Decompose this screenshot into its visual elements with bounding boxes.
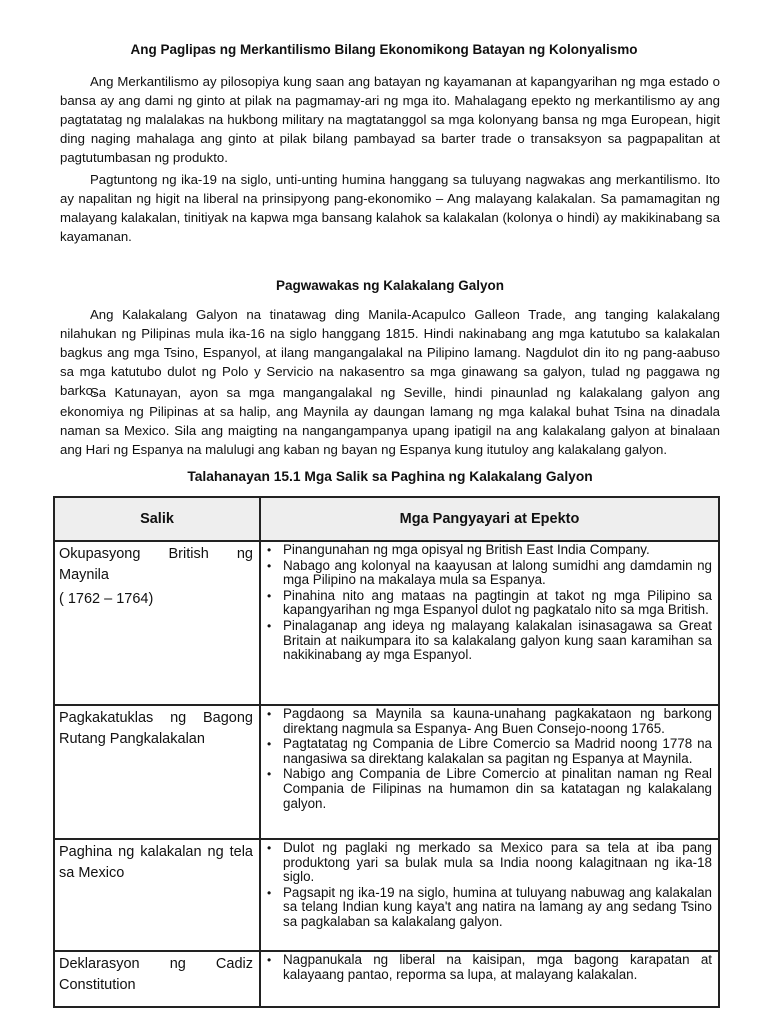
paragraph-malayang-kalakalan: Pagtuntong ng ika-19 na siglo, unti-unting humina hanggang sa tuluyang nagwakas ang merkantilismo. Ito ay napalitan ng higit na liberal na prinsipyong pang-ekonomiko – Ang malayang kalakalan. Sa pamamagitan ng malayang kalakalan, tinitiyak na kapwa mga bansang kalahok sa kalakalan (kolonya o hindi) ay makikinabang sa kayamanan. (60, 172, 720, 244)
salik-name: Paghina ng kalakalan ng tela sa Mexico (59, 844, 253, 881)
bullet-icon: • (267, 558, 272, 573)
salik-cell (54, 951, 260, 1007)
bullet-icon: • (267, 737, 272, 752)
salik-cell (54, 839, 260, 951)
list-item: • Nabigo ang Compania de Libre Comercio at pinalitan naman ng Real Compania de Filipinas na humamon din sa katatagan ng kalakalang galyon. (267, 766, 712, 811)
bullet-icon: • (267, 588, 272, 603)
list-item: • Pinahina nito ang mataas na pagtingin at takot ng mga Pilipino sa kapangyarihan ng mga Espanyol dulot ng pagkatalo nito sa mga British. (267, 587, 712, 618)
epekto-cell (260, 705, 719, 839)
list-item: • Pinalaganap ang ideya ng malayang kalakalan isinasagawa sa Great Britain at naikumpara ito sa kalakalang galyon kung saan karamihan sa nakikinabang ay mga Espanyol. (267, 617, 712, 663)
paragraph-merkantilismo: Ang Merkantilismo ay pilosopiya kung saan ang batayan ng kayamanan at kapangyarihan ng mga estado o bansa ay ang dami ng ginto at pilak na pagmamay-ari ng mga ito. Mahalagang epekto ng merkantilismo ay ang pagtatatag ng malalakas na hukbong military na magtatanggol sa mga kolonyang bansa ng mga European, higit ding naging mahalaga ang ginto at pilak bilang pambayad sa barter trade o transaksyon sa pagpapalitan at pagtutumbasan ng produkto. (60, 74, 720, 165)
list-item: • Pinangunahan ng mga opisyal ng British East India Company. (267, 542, 650, 557)
bullet-icon: • (267, 885, 272, 900)
epekto-list (265, 707, 712, 811)
list-item: • Nagpanukala ng liberal na kaisipan, mga bagong karapatan at kalayaang pantao, reporma sa lupa, at malayang kalakalan. (267, 952, 712, 982)
epekto-list (265, 953, 712, 982)
bullet-icon: • (267, 767, 272, 782)
table-row (54, 541, 719, 705)
list-item: • Pagsapit ng ika-19 na siglo, humina at tuluyang nabuwag ang kalakalan sa telang Indian kung kaya't ang natira na lamang ay ang sedang Tsino sa pagkalaban sa kalakalang galyon. (267, 884, 712, 929)
list-item: • Pagtatatag ng Compania de Libre Comercio sa Madrid noong 1778 na nangasiwa sa direktang kalakalan sa pagitan ng Espanya at Maynila. (267, 736, 712, 766)
list-item: • Pagdaong sa Maynila sa kauna-unahang pagkakataon ng barkong direktang nagmula sa Espanya- Ang Buen Consejo-noong 1765. (267, 706, 712, 736)
table-row (54, 951, 719, 1007)
factors-table (53, 496, 720, 1008)
salik-name: Okupasyong British ng Maynila (59, 546, 253, 583)
bullet-icon: • (267, 707, 272, 721)
salik-years: ( 1762 – 1764) (59, 591, 154, 607)
bullet-icon: • (267, 543, 272, 557)
list-item: • Nabago ang kolonyal na kaayusan at lalong sumidhi ang damdamin ng mga Pilipino na makalaya mula sa Espanya. (267, 557, 712, 588)
salik-name: Deklarasyon ng Cadiz Constitution (59, 956, 253, 993)
bullet-icon: • (267, 618, 272, 633)
table-container (53, 496, 718, 992)
list-item: • Dulot ng paglaki ng merkado sa Mexico para sa tela at iba pang produktong yari sa bulak mula sa India noong kalagitnaan ng ika-18 siglo. (267, 840, 712, 885)
bullet-icon: • (267, 841, 272, 855)
table-row (54, 705, 719, 839)
salik-cell (54, 541, 260, 705)
salik-cell (54, 705, 260, 839)
epekto-cell (260, 541, 719, 705)
column-header-epekto: Mga Pangyayari at Epekto (260, 497, 719, 541)
paragraph-kalakalang-galyon: Ang Kalakalang Galyon na tinatawag ding Manila-Acapulco Galleon Trade, ang tanging kalakalang nilahukan ng Pilipinas mula ika-16 na siglo hanggang 1815. Hindi nakinabang ang mga katutubo sa kalakalan bagkus ang mga Tsino, Espanyol, at ilang mangangalakal na Pilipino lamang. Nagdulot din ito ng pang-aabuso sa mga katutubo dulot ng Polo y Servicio na nakasentro sa mga ginawang sa galyon, tulad ng paggawa ng barko. (60, 307, 720, 398)
section-heading-galyon: Pagwawakas ng Kalakalang Galyon (275, 278, 505, 293)
paragraph-katunayan: Sa Katunayan, ayon sa mga mangangalakal ng Seville, hindi pinaunlad ng kalakalang galyon ang ekonomiya ng Pilipinas at sa halip, ang Maynila ay daungan lamang ng mga kalakal buhat Tsina na dinadala naman sa Mexico. Sila ang maigting na nangangampanya upang ipatigil na ang kalakalang galyon at binalaan ang Hari ng Espanya na malulugi ang kaban ng bayan ng Espanya kung itutuloy ang kalakalang galyon. (60, 385, 720, 457)
table-caption: Talahanayan 15.1 Mga Salik sa Paghina ng Kalakalang Galyon (187, 469, 593, 484)
epekto-list (265, 543, 712, 663)
table-header-row (54, 497, 719, 541)
epekto-cell (260, 839, 719, 951)
table-row (54, 839, 719, 951)
document-title: Ang Paglipas ng Merkantilismo Bilang Ekonomikong Batayan ng Kolonyalismo (130, 42, 638, 57)
salik-name: Pagkakatuklas ng Bagong Rutang Pangkalakalan (59, 710, 253, 747)
column-header-salik: Salik (54, 497, 260, 541)
bullet-icon: • (267, 953, 272, 967)
epekto-cell (260, 951, 719, 1007)
epekto-list (265, 841, 712, 930)
